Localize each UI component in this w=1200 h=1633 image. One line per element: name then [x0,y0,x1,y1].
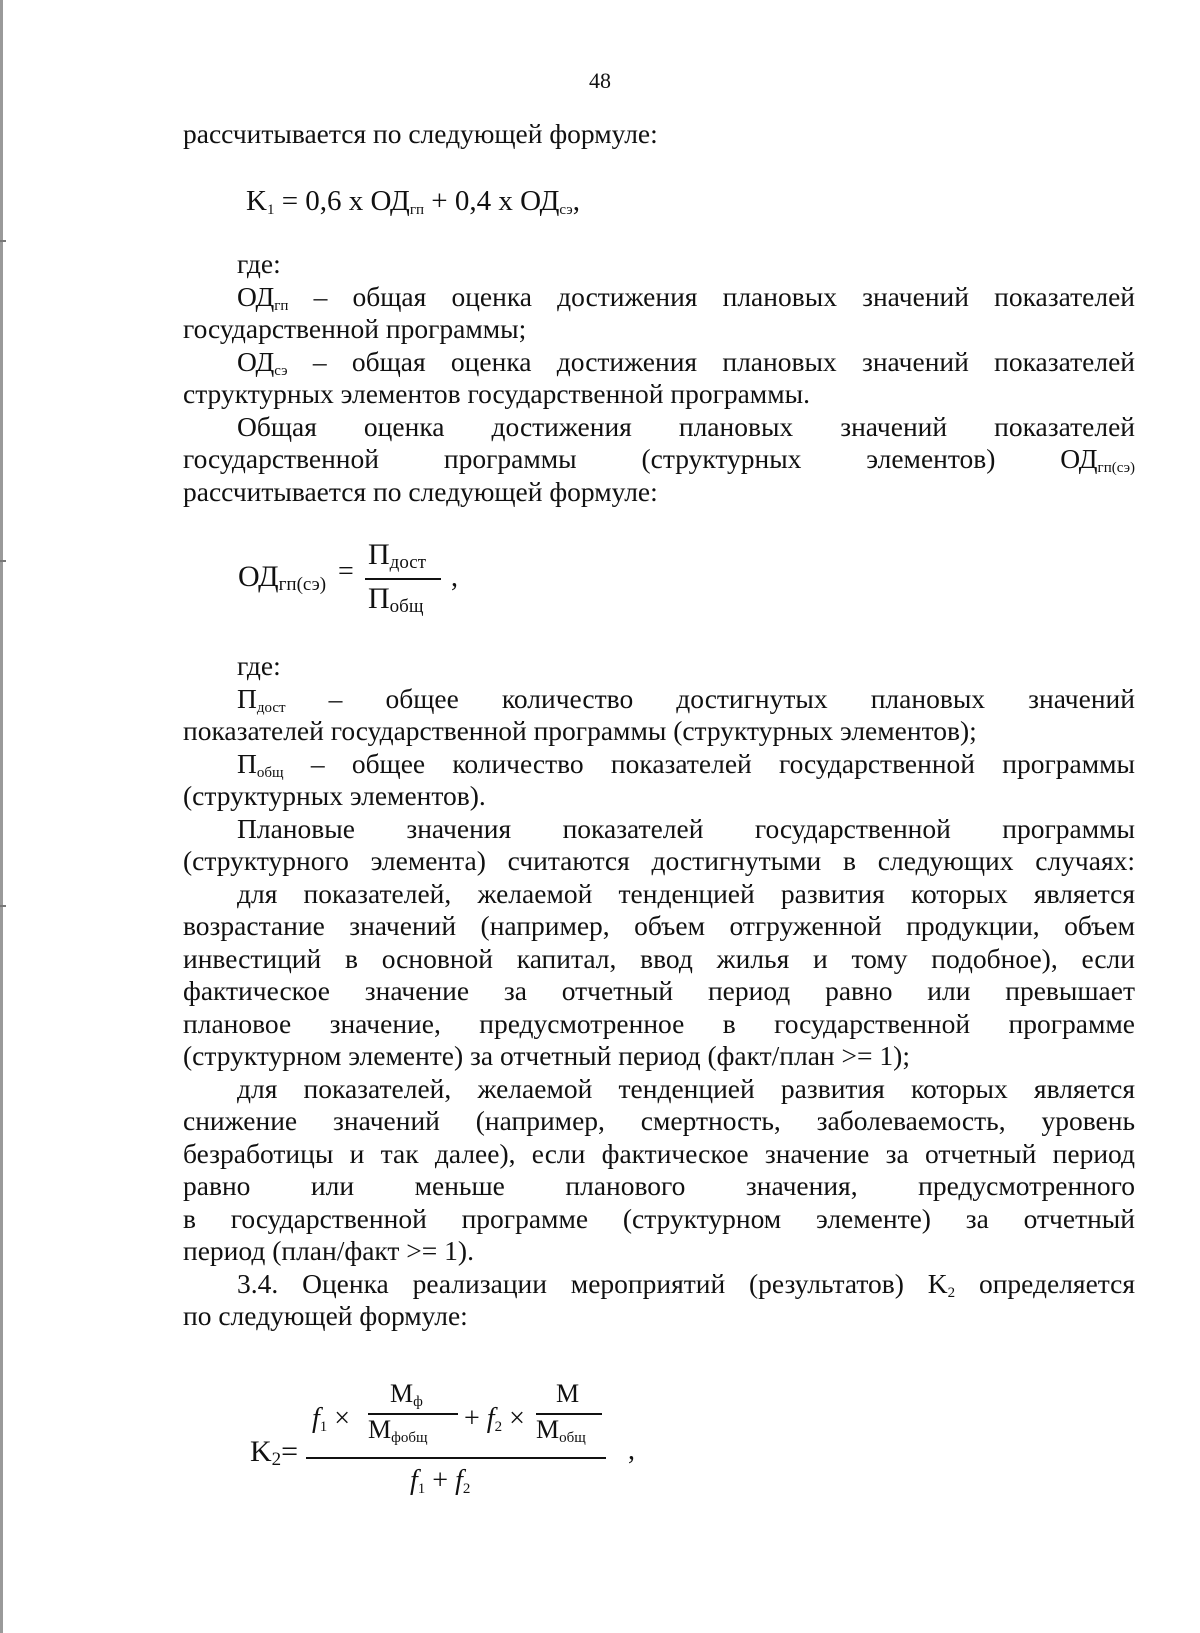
para-34-line1: 3.4. Оценка реализации мероприятий (результатов) $K_2$ определяется [237,1267,1135,1300]
where-label: где: [237,650,281,681]
text-line: инвестиций в основной капитал, ввод жилья и тому подобное), если [183,942,1135,974]
main-fraction-bar [306,1457,606,1459]
scan-edge-mark [0,905,6,907]
formula-k1: $K_1 = 0,6$ x $ОД_{гп} + 0,4$ x $ОД_{сэ}$, [246,185,580,218]
definitions-block-2 [183,650,1135,1333]
text-line: по следующей формуле: [183,1300,468,1331]
text-line: структурных элементов государственной программы. [183,378,810,409]
text-line: Плановые значения показателей государственной программы [237,812,1135,844]
text-line: (структурных элементов). [183,780,486,811]
scan-edge-mark [0,240,6,242]
page-number: 48 [589,68,611,93]
text-line: безработицы и так далее), если фактическое значение за отчетный период [183,1137,1135,1169]
text-line: государственной программы; [183,313,527,344]
text-line: снижение значений (например, смертность, заболеваемость, уровень [183,1105,1135,1136]
text-line: (структурном элементе) за отчетный период (факт/план >= 1); [183,1040,910,1071]
text-line: рассчитывается по следующей формуле: [183,118,658,149]
text-line-with-symbol: государственной программы (структурных элементов) $ОД_{гп(сэ)}$ [183,443,1135,476]
def-pobsh: $П_{общ}$ – общее количество показателей государственной программы [237,747,1135,780]
where-label: где: [237,248,281,279]
text-line: Общая оценка достижения плановых значений показателей [237,410,1135,442]
text-line: фактическое значение за отчетный период равно или превышает [183,975,1135,1006]
intro-paragraph [183,118,1135,151]
scan-edge-mark [0,560,6,562]
scan-edge [0,0,3,1633]
formula-k2: $K_2=$ $f_1$ × $М_ф$ $М_{фобщ}$ + $f_2$ × М $М_{общ}$ $f_1 + f_2$ , [250,1379,635,1497]
text-line: плановое значение, предусмотренное в государственной программе [183,1007,1135,1039]
text-line: показателей государственной программы (структурных элементов); [183,715,977,746]
text-line: (структурного элемента) считаются достигнутыми в следующих случаях: [183,845,1135,876]
text-line: период (план/факт >= 1). [183,1235,474,1266]
def-pdost: $П_{дост}$ – общее количество достигнутых плановых значений [237,682,1135,715]
definitions-block-1 [183,248,1135,508]
def-odgp: $ОД_{гп}$ – общая оценка достижения плановых значений показателей [237,280,1135,313]
text-line: рассчитывается по следующей формуле: [183,475,658,507]
text-line: возрастание значений (например, объем отгруженной продукции, объем [183,910,1135,941]
text-line: в государственной программе (структурном элементе) за отчетный [183,1202,1135,1234]
fraction-bar [365,578,441,580]
def-odse: $ОД_{сэ}$ – общая оценка достижения плановых значений показателей [237,345,1135,378]
formula-od: $ОД_{гп(сэ)}$ = $П_{дост}$ $П_{общ}$ , [238,538,458,617]
text-line: для показателей, желаемой тенденцией развития которых является [237,1072,1135,1104]
text-line: для показателей, желаемой тенденцией развития которых является [237,877,1135,909]
text-line: равно или меньше планового значения, предусмотренного [183,1170,1135,1201]
